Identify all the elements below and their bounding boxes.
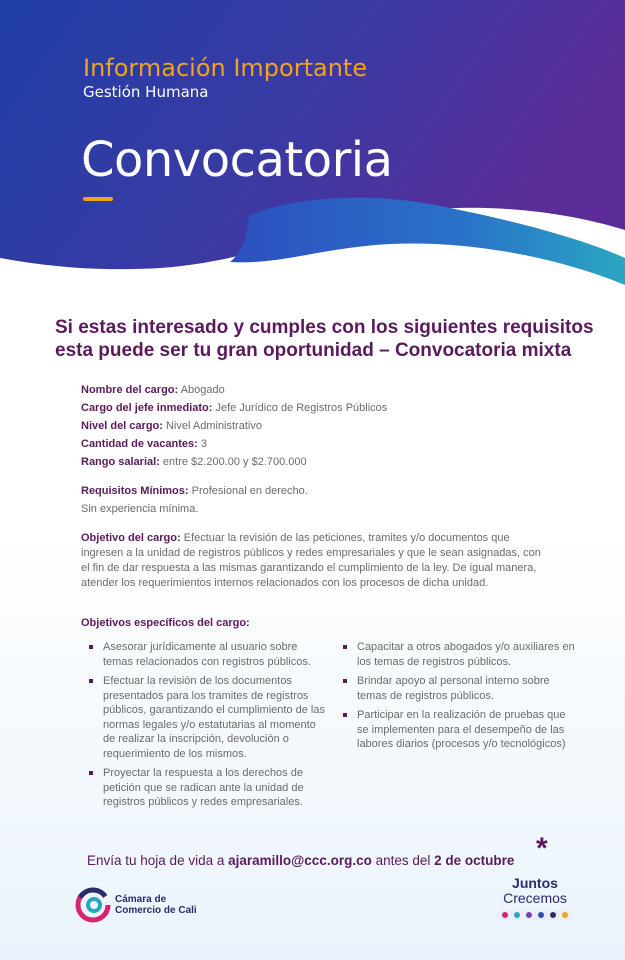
title-underline bbox=[83, 197, 113, 201]
detail-value: Nivel Administrativo bbox=[165, 420, 262, 432]
objetivo-label: Objetivo del cargo: bbox=[81, 532, 181, 544]
slogan-line1: Juntos bbox=[512, 875, 558, 891]
hero-title: Convocatoria bbox=[81, 132, 393, 188]
list-item: Asesorar jurídicamente al usuario sobre temas relacionados con registros públicos. bbox=[87, 640, 327, 669]
ccc-logo-icon bbox=[75, 887, 111, 923]
detail-label: Nivel del cargo: bbox=[81, 420, 163, 432]
detail-value: 3 bbox=[200, 438, 207, 450]
detail-value: Jefe Jurídico de Registros Públicos bbox=[215, 402, 388, 414]
cta-email[interactable]: ajaramillo@ccc.org.co bbox=[228, 853, 372, 868]
cta-date: 2 de octubre bbox=[434, 853, 515, 868]
especificos-list-left bbox=[87, 640, 327, 815]
detail-nivel bbox=[81, 417, 387, 435]
objetivo-text: Efectuar la revisión de las peticiones, tramites y/o documentos que ingresen a la unidad de registros públicos y redes empresariales y que le sean asignadas, con el fin de dar respuesta a las mismas garantizando el cumplimiento de la ley. De igual manera, atender los requerimientos internos relacionados con los procesos de dicha unidad. bbox=[81, 532, 541, 589]
especificos-list-right bbox=[341, 640, 577, 757]
detail-label: Rango salarial: bbox=[81, 456, 160, 468]
headline-line2: esta puede ser tu gran oportunidad – Convocatoria mixta bbox=[55, 340, 572, 361]
ccc-logo-line2: Comercio de Cali bbox=[115, 905, 197, 916]
ccc-logo bbox=[75, 885, 235, 925]
detail-vacantes bbox=[81, 435, 387, 453]
requisitos-extra: Sin experiencia mínima. bbox=[81, 503, 199, 515]
cta-middle: antes del bbox=[371, 853, 435, 868]
list-item: Capacitar a otros abogados y/o auxiliares en los temas de registros públicos. bbox=[341, 640, 577, 669]
headline-line1: Si estas interesado y cumples con los siguientes requisitos bbox=[55, 317, 594, 338]
slogan-icons bbox=[497, 910, 573, 920]
cta-text bbox=[87, 853, 514, 868]
ccc-logo-text bbox=[115, 894, 197, 916]
hero-banner bbox=[0, 0, 625, 300]
detail-rango bbox=[81, 453, 387, 471]
ccc-logo-line1: Cámara de bbox=[115, 894, 167, 905]
list-item: Participar en la realización de pruebas que se implementen para el desempeño de las labores diarios (procesos y/o tecnológicos) bbox=[341, 708, 577, 752]
hero-label: Información Importante bbox=[83, 54, 368, 82]
list-item: Efectuar la revisión de los documentos presentados para los tramites de registros públicos, garantizando el cumplimiento de las normas legales y/o estatutarias al momento de realizar la inscripción, devolución o requerimiento de los mismos. bbox=[87, 674, 327, 761]
juntos-crecemos-logo bbox=[490, 876, 580, 925]
detail-label: Nombre del cargo: bbox=[81, 384, 179, 396]
slogan-line2: Crecemos bbox=[503, 890, 567, 906]
detail-value: Abogado bbox=[180, 384, 225, 396]
hero-sublabel: Gestión Humana bbox=[83, 83, 209, 101]
detail-cargo bbox=[81, 381, 387, 399]
list-item: Proyectar la respuesta a los derechos de petición que se radican ante la unidad de registros públicos y redes empresariales. bbox=[87, 766, 327, 810]
job-details bbox=[81, 381, 387, 471]
list-item: Brindar apoyo al personal interno sobre temas de registros públicos. bbox=[341, 674, 577, 703]
objetivo bbox=[81, 531, 551, 591]
detail-jefe bbox=[81, 399, 387, 417]
asterisk-icon: * bbox=[536, 832, 548, 865]
headline bbox=[55, 316, 615, 362]
detail-label: Cargo del jefe inmediato: bbox=[81, 402, 213, 414]
detail-value: entre $2.200.00 y $2.700.000 bbox=[162, 456, 307, 468]
requisitos bbox=[81, 482, 308, 518]
especificos-title: Objetivos específicos del cargo: bbox=[81, 617, 250, 629]
cta-prefix: Envía tu hoja de vida a bbox=[87, 853, 229, 868]
detail-label: Cantidad de vacantes: bbox=[81, 438, 198, 450]
requisitos-label: Requisitos Mínimos: bbox=[81, 485, 189, 497]
requisitos-value: Profesional en derecho. bbox=[191, 485, 308, 497]
